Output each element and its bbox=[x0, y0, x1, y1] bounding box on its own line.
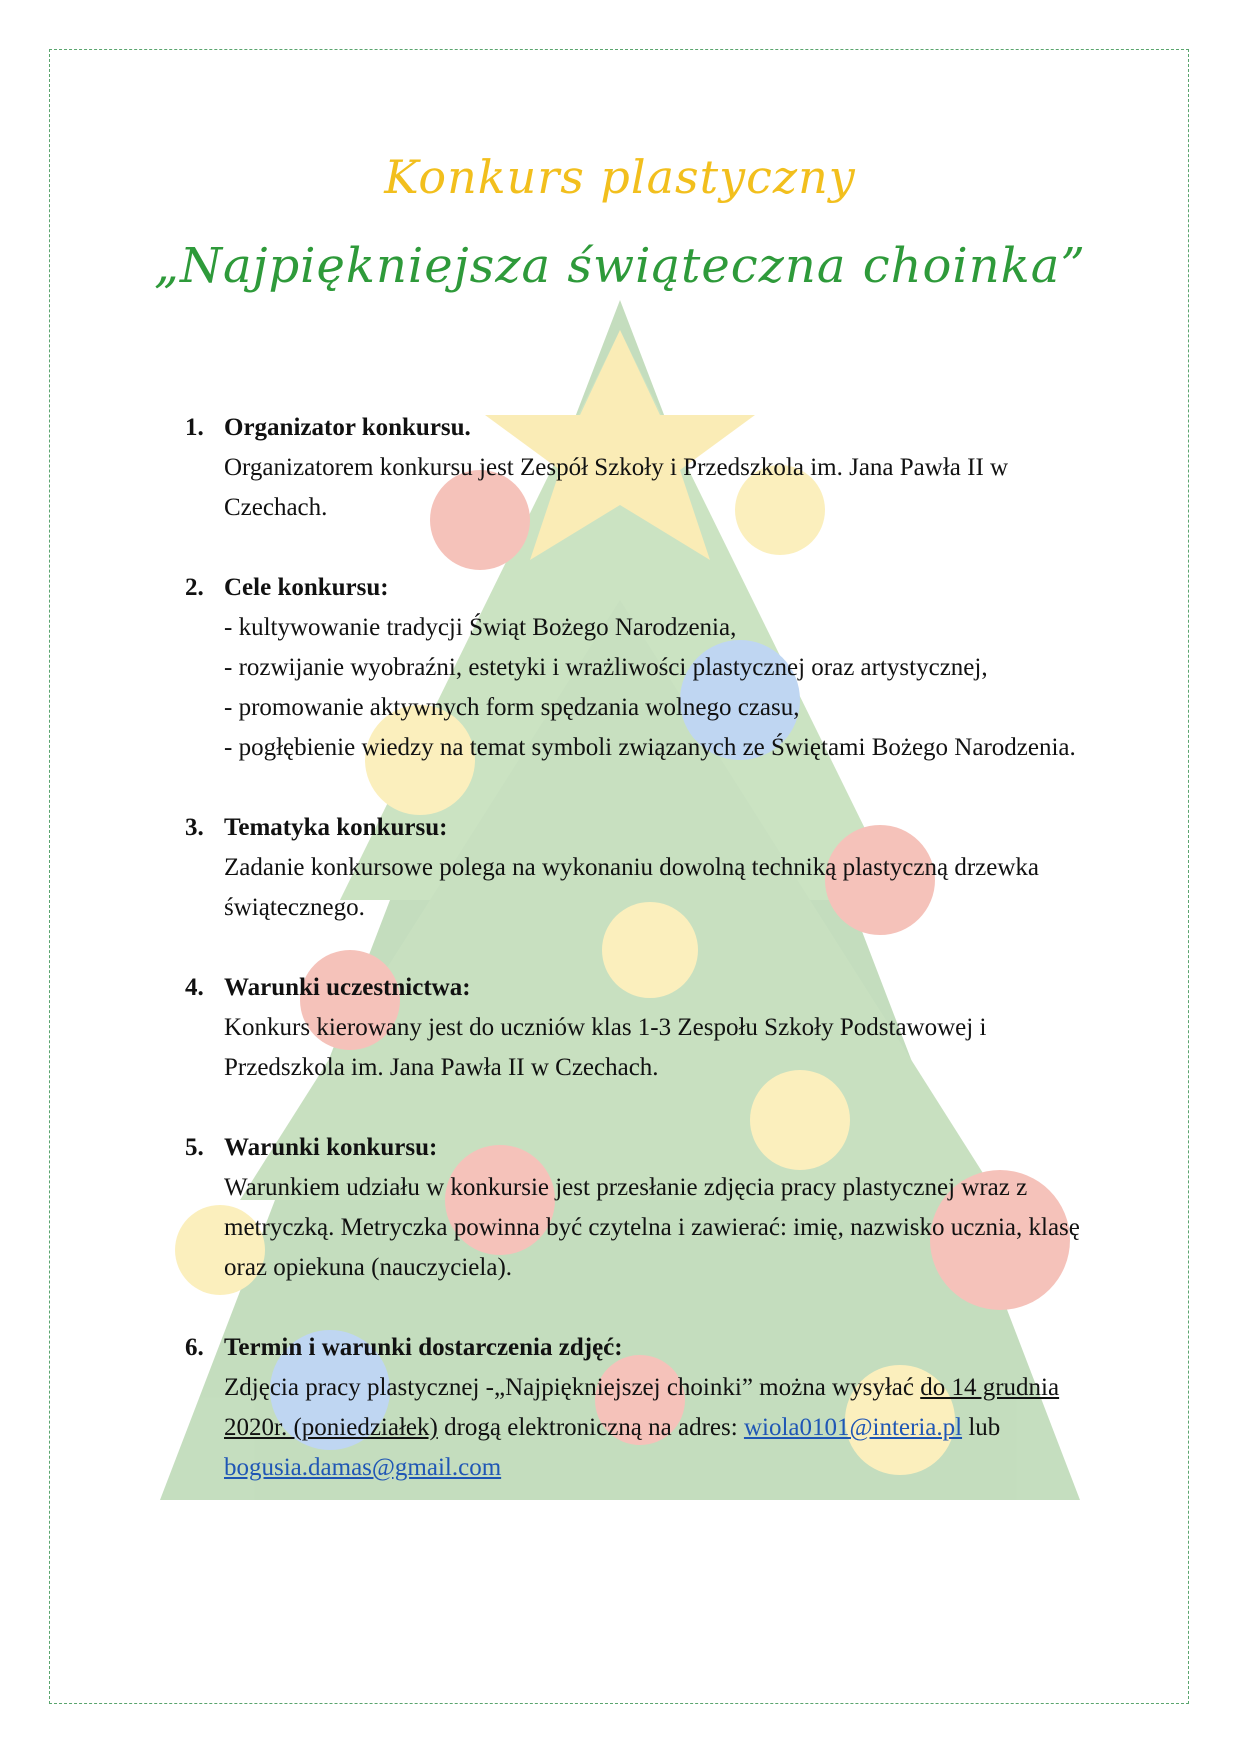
goal-item: - kultywowanie tradycji Świąt Bożego Narodzenia, bbox=[224, 614, 737, 641]
section-heading: Organizator konkursu. bbox=[224, 414, 471, 441]
goal-item: - promowanie aktywnych form spędzania wolnego czasu, bbox=[224, 694, 800, 721]
section-heading: Warunki uczestnictwa: bbox=[224, 974, 471, 1001]
section-heading: Termin i warunki dostarczenia zdjęć: bbox=[224, 1334, 623, 1361]
section-heading: Warunki konkursu: bbox=[224, 1134, 438, 1161]
goal-item: - rozwijanie wyobraźni, estetyki i wrażliwości plastycznej oraz artystycznej, bbox=[224, 654, 988, 681]
submission-text bbox=[224, 1368, 1105, 1488]
section-number: 6. bbox=[185, 1334, 204, 1361]
page-title: Konkurs plastyczny bbox=[384, 150, 856, 204]
goal-item: - pogłębienie wiedzy na temat symboli związanych ze Świętami Bożego Narodzenia. bbox=[224, 734, 1076, 761]
section-number: 1. bbox=[185, 414, 204, 441]
section-conditions bbox=[185, 1128, 1105, 1288]
or-text: lub bbox=[962, 1414, 1001, 1441]
section-number: 3. bbox=[185, 814, 204, 841]
section-number: 5. bbox=[185, 1134, 204, 1161]
submission-text-address: drogą elektroniczną na adres: bbox=[437, 1414, 744, 1441]
section-text: Konkurs kierowany jest do uczniów klas 1-3 Zespołu Szkoły Podstawowej i Przedszkola im. Jana Pawła II w Czechach. bbox=[224, 1014, 987, 1081]
section-heading: Cele konkursu: bbox=[224, 574, 389, 601]
email-link-bogusia[interactable]: bogusia.damas@gmail.com bbox=[224, 1454, 502, 1481]
section-heading: Tematyka konkursu: bbox=[224, 814, 448, 841]
section-participation bbox=[185, 968, 1105, 1088]
page-subtitle: „Najpiękniejsza świąteczna choinka” bbox=[154, 238, 1086, 294]
email-link-wiola[interactable]: wiola0101@interia.pl bbox=[743, 1414, 963, 1441]
submission-text-start: Zdjęcia pracy plastycznej -„Najpiękniejszej choinki” można wysyłać bbox=[224, 1374, 921, 1401]
rules-list bbox=[185, 408, 1105, 1528]
section-theme bbox=[185, 808, 1105, 928]
section-deadline bbox=[185, 1328, 1105, 1488]
section-goals bbox=[185, 568, 1105, 768]
section-number: 2. bbox=[185, 574, 204, 601]
deadline-date: do 14 grudnia 2020r. (poniedziałek) bbox=[224, 1374, 1060, 1441]
section-text: Warunkiem udziału w konkursie jest przesłanie zdjęcia pracy plastycznej wraz z metryczką. Metryczka powinna być czytelna i zawierać: imię, nazwisko ucznia, klasę oraz opiekuna (nauczyciela). bbox=[224, 1174, 1080, 1281]
section-text: Organizatorem konkursu jest Zespół Szkoły i Przedszkola im. Jana Pawła II w Czechach. bbox=[224, 454, 1009, 521]
section-text: Zadanie konkursowe polega na wykonaniu dowolną techniką plastyczną drzewka świątecznego. bbox=[224, 854, 1039, 921]
section-organizer bbox=[185, 408, 1105, 528]
section-number: 4. bbox=[185, 974, 204, 1001]
